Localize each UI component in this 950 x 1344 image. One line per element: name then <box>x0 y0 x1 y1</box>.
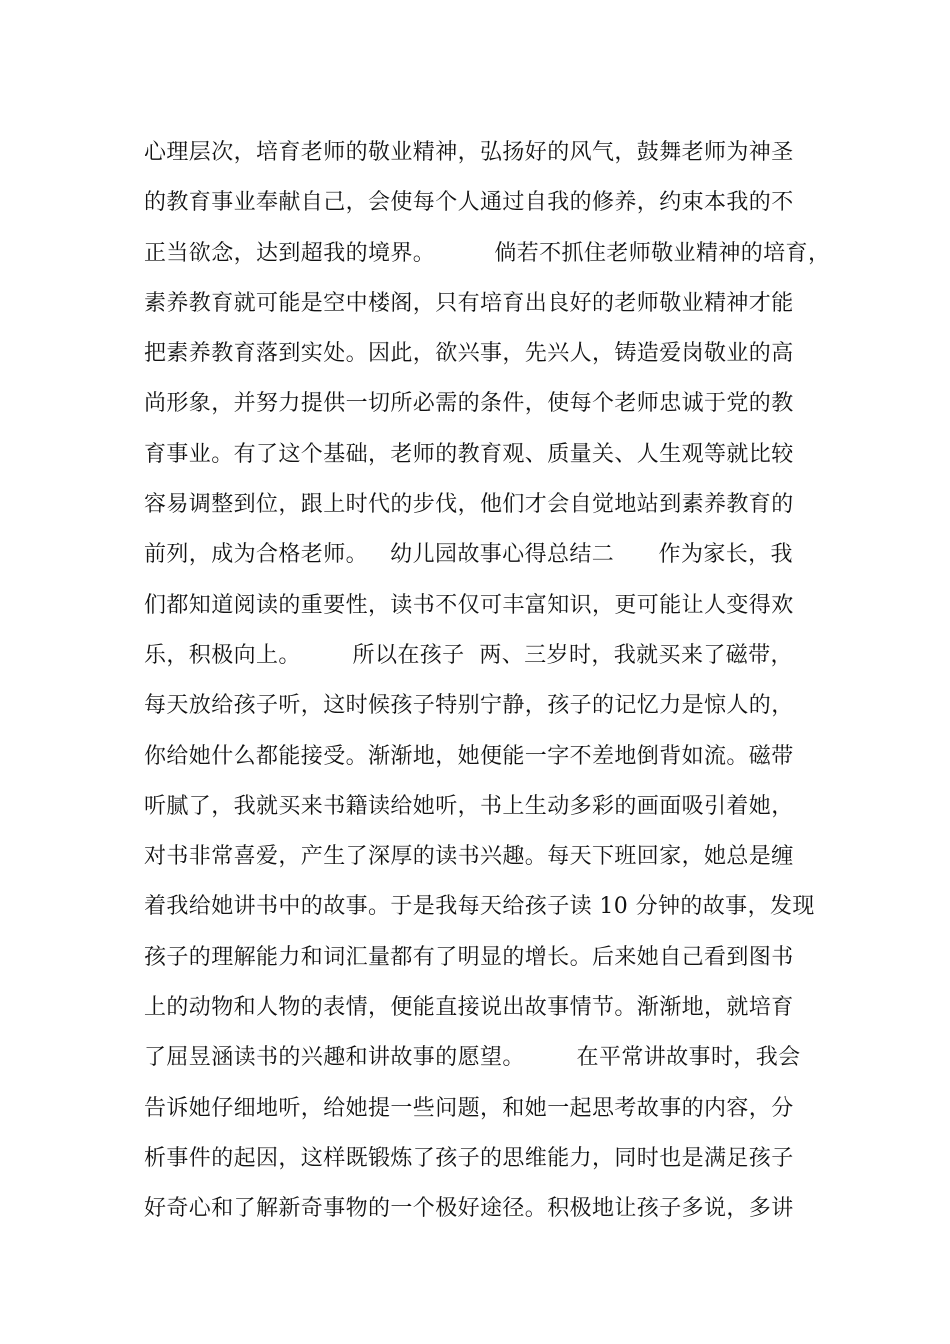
text-line: 孩子的理解能力和词汇量都有了明显的增长。后来她自己看到图书 <box>144 944 794 970</box>
text-line: 心理层次，培育老师的敬业精神，弘扬好的风气，鼓舞老师为神圣 <box>144 140 794 165</box>
text-line: 对书非常喜爱，产生了深厚的读书兴趣。每天下班回家，她总是缠 <box>144 844 794 870</box>
text-line: 把素养教育落到实处。因此，欲兴事，先兴人，铸造爱岗敬业的高 <box>144 341 794 367</box>
text-line: 们都知道阅读的重要性，读书不仅可丰富知识，更可能让人变得欢 <box>144 592 794 618</box>
text-line: 乐，积极向上。 所以在孩子 两、三岁时，我就买来了磁带， <box>144 642 793 668</box>
text-line: 尚形象，并努力提供一切所必需的条件，使每个老师忠诚于党的教 <box>144 391 794 417</box>
text-line: 素养教育就可能是空中楼阁，只有培育出良好的老师敬业精神才能 <box>144 290 794 316</box>
text-line: 你给她什么都能接受。渐渐地，她便能一字不差地倒背如流。磁带 <box>144 743 794 769</box>
text-line: 听腻了，我就买来书籍读给她听，书上生动多彩的画面吸引着她， <box>144 793 794 819</box>
text-line: 正当欲念，达到超我的境界。 倘若不抓住老师敬业精神的培育， <box>144 240 831 266</box>
text-line: 好奇心和了解新奇事物的一个极好途径。积极地让孩子多说，多讲 <box>144 1196 794 1222</box>
text-line: 了屈昱涵读书的兴趣和讲故事的愿望。 在平常讲故事时，我会 <box>144 1045 801 1071</box>
text-line: 告诉她仔细地听，给她提一些问题，和她一起思考故事的内容，分 <box>144 1095 794 1121</box>
text-line: 前列，成为合格老师。 幼儿园故事心得总结二 作为家长，我 <box>144 542 793 568</box>
text-line: 析事件的起因，这样既锻炼了孩子的思维能力，同时也是满足孩子 <box>144 1145 794 1171</box>
text-line: 的教育事业奉献自己，会使每个人通过自我的修养，约束本我的不 <box>144 190 794 216</box>
text-line: 容易调整到位，跟上时代的步伐，他们才会自觉地站到素养教育的 <box>144 492 794 518</box>
text-line: 育事业。有了这个基础，老师的教育观、质量关、人生观等就比较 <box>144 441 794 467</box>
text-line: 着我给她讲书中的故事。于是我每天给孩子读 10 分钟的故事，发现 <box>144 894 815 920</box>
text-line: 每天放给孩子听，这时候孩子特别宁静，孩子的记忆力是惊人的， <box>144 693 794 719</box>
body-text <box>144 128 831 1235</box>
text-line: 上的动物和人物的表情，便能直接说出故事情节。渐渐地，就培育 <box>144 995 794 1021</box>
